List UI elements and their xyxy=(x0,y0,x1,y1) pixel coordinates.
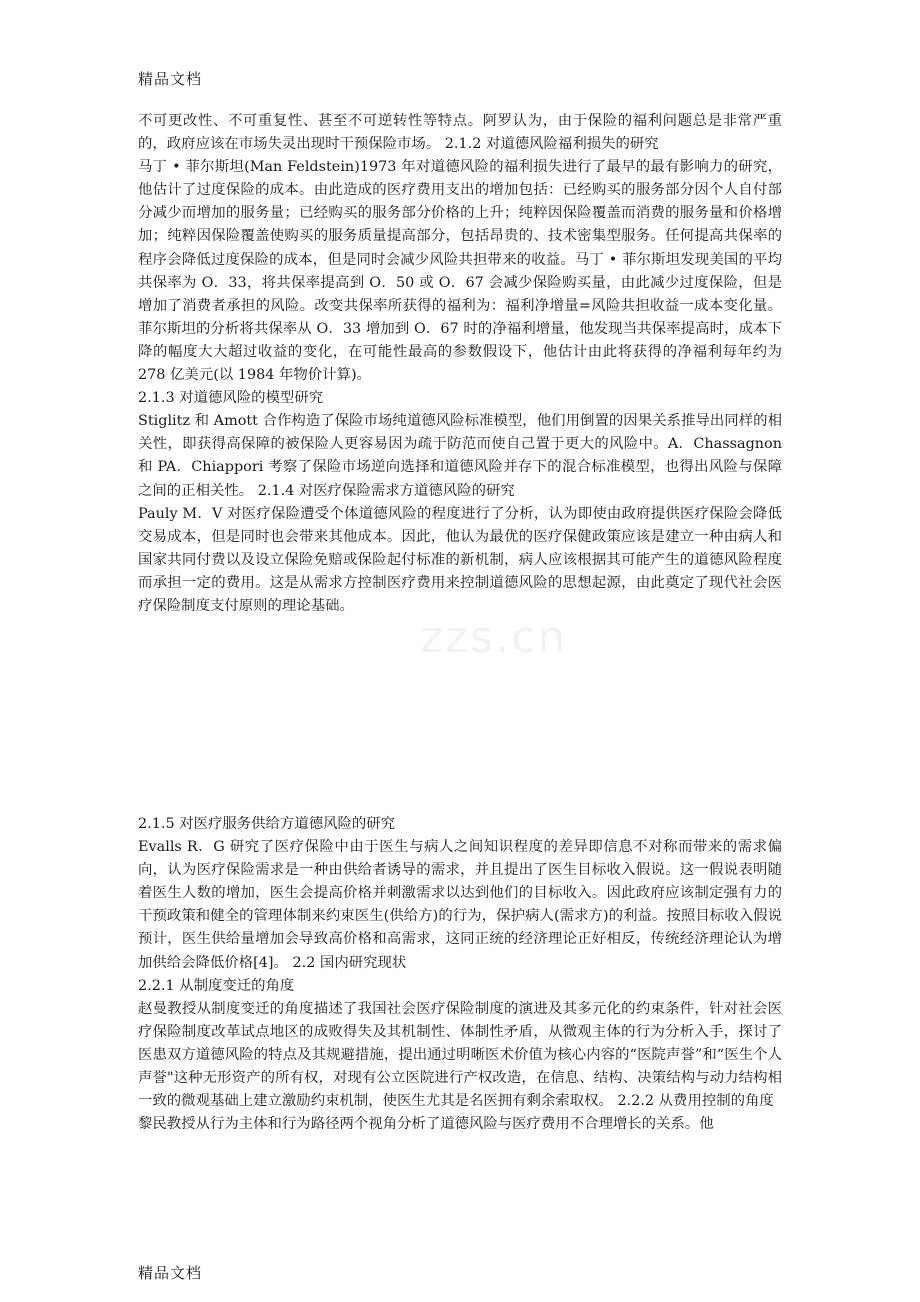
section-heading: 2.1.5 对医疗服务供给方道德风险的研究 xyxy=(138,816,396,832)
paragraph: Pauly M．V 对医疗保险遭受个体道德风险的程度进行了分析，认为即使由政府提供医疗保险会降低交易成本，但是同时也会带来其他成本。因此，他认为最优的医疗保健政策应该是建立一种由病人和国家共同付费以及设立保险免赔或保险起付标准的新机制，病人应该根据其可能产生的道德风险程度而承担一定的费用。这是从需求方控制医疗费用来控制道德风险的思想起源，由此奠定了现代社会医疗保险制度支付原则的理论基础。 xyxy=(138,505,782,614)
text-block-lower xyxy=(138,813,782,1136)
text-block-upper xyxy=(138,110,782,618)
paragraph: 黎民教授从行为主体和行为路径两个视角分析了道德风险与医疗费用不合理增长的关系。他 xyxy=(138,1116,714,1133)
paragraph: 马丁 • 菲尔斯坦(Man Feldstein)1973 年对道德风险的福利损失进行了最早的最有影响力的研究，他估计了过度保险的成本。由此造成的医疗费用支出的增加包括：已经购买的服务部分因个人自付部分减少而增加的服务量；已经购买的服务部分价格的上升；纯粹因保险覆盖而消费的服务量和价格增加；纯粹因保险覆盖使购买的服务质量提高部分，包括昂贵的、技术密集型服务。任何提高共保率的程序会降低过度保险的成本，但是同时会减少风险共担带来的收益。马丁 • 菲尔斯坦发现美国的平均共保率为 O．33，将共保率提高到 O．50 或 O．67 会减少保险购买量，由此减少过度保险，但是增加了消费者承担的风险。改变共保率所获得的福利为：福利净增量=风险共担收益一成本变化量。菲尔斯坦的分析将共保率从 O．33 增加到 O．67 时的净福利增量，他发现当共保率提高时，成本下降的幅度大大超过收益的变化，在可能性最高的参数假设下，他估计由此将获得的净福利每年约为 278 亿美元(以 1984 年物价计算)。 xyxy=(138,159,782,384)
paragraph: Stiglitz 和 Amott 合作构造了保险市场纯道德风险标准模型，他们用倒置的因果关系推导出同样的相关性，即获得高保障的被保险人更容易因为疏于防范而使自己置于更大的风险中。A．Chassagnon 和 PA．Chiappori 考察了保险市场逆向选择和道德风险并存下的混合标准模型，也得出风险与保障之间的正相关性。 2.1.4 对医疗保险需求方道德风险的研究 xyxy=(138,413,782,499)
section-heading: 2.2.1 从制度变迁的角度 xyxy=(138,977,295,994)
watermark: zzs.cn xyxy=(420,612,568,663)
paragraph: 不可更改性、不可重复性、甚至不可逆转性等特点。阿罗认为，由于保险的福利问题总是非常严重的，政府应该在市场失灵出现时干预保险市场。 2.1.2 对道德风险福利损失的研究 xyxy=(138,113,782,153)
paragraph: Evalls R．G 研究了医疗保险中由于医生与病人之间知识程度的差异即信息不对称而带来的需求偏向，认为医疗保险需求是一种由供给者诱导的需求，并且提出了医生目标收入假说。这一假说表明随着医生人数的增加，医生会提高价格并刺激需求以达到他们的目标收入。因此政府应该制定强有力的干预政策和健全的管理体制来约束医生(供给方)的行为，保护病人(需求方)的利益。按照目标收入假说预计，医生供给量增加会导致高价格和高需求，这同正统的经济理论正好相反，传统经济理论认为增加供给会降低价格[4]。 2.2 国内研究现状 xyxy=(138,839,782,971)
page-footer: 精品文档 xyxy=(138,1264,203,1282)
paragraph: 赵曼教授从制度变迁的角度描述了我国社会医疗保险制度的演进及其多元化的约束条件，针对社会医疗保险制度改革试点地区的成败得失及其机制性、体制性矛盾，从微观主体的行为分析入手，探讨了医患双方道德风险的特点及其规避措施，提出通过明晰医术价值为核心内容的“医院声誉”和“医生个人声誉"这种无形资产的所有权，对现有公立医院进行产权改造，在信息、结构、决策结构与动力结构相一致的微观基础上建立激励约束机制，使医生尤其是名医拥有剩余索取权。 2.2.2 从费用控制的角度 xyxy=(138,1000,782,1110)
page-header: 精品文档 xyxy=(138,70,203,88)
section-heading: 2.1.3 对道德风险的模型研究 xyxy=(138,390,324,407)
